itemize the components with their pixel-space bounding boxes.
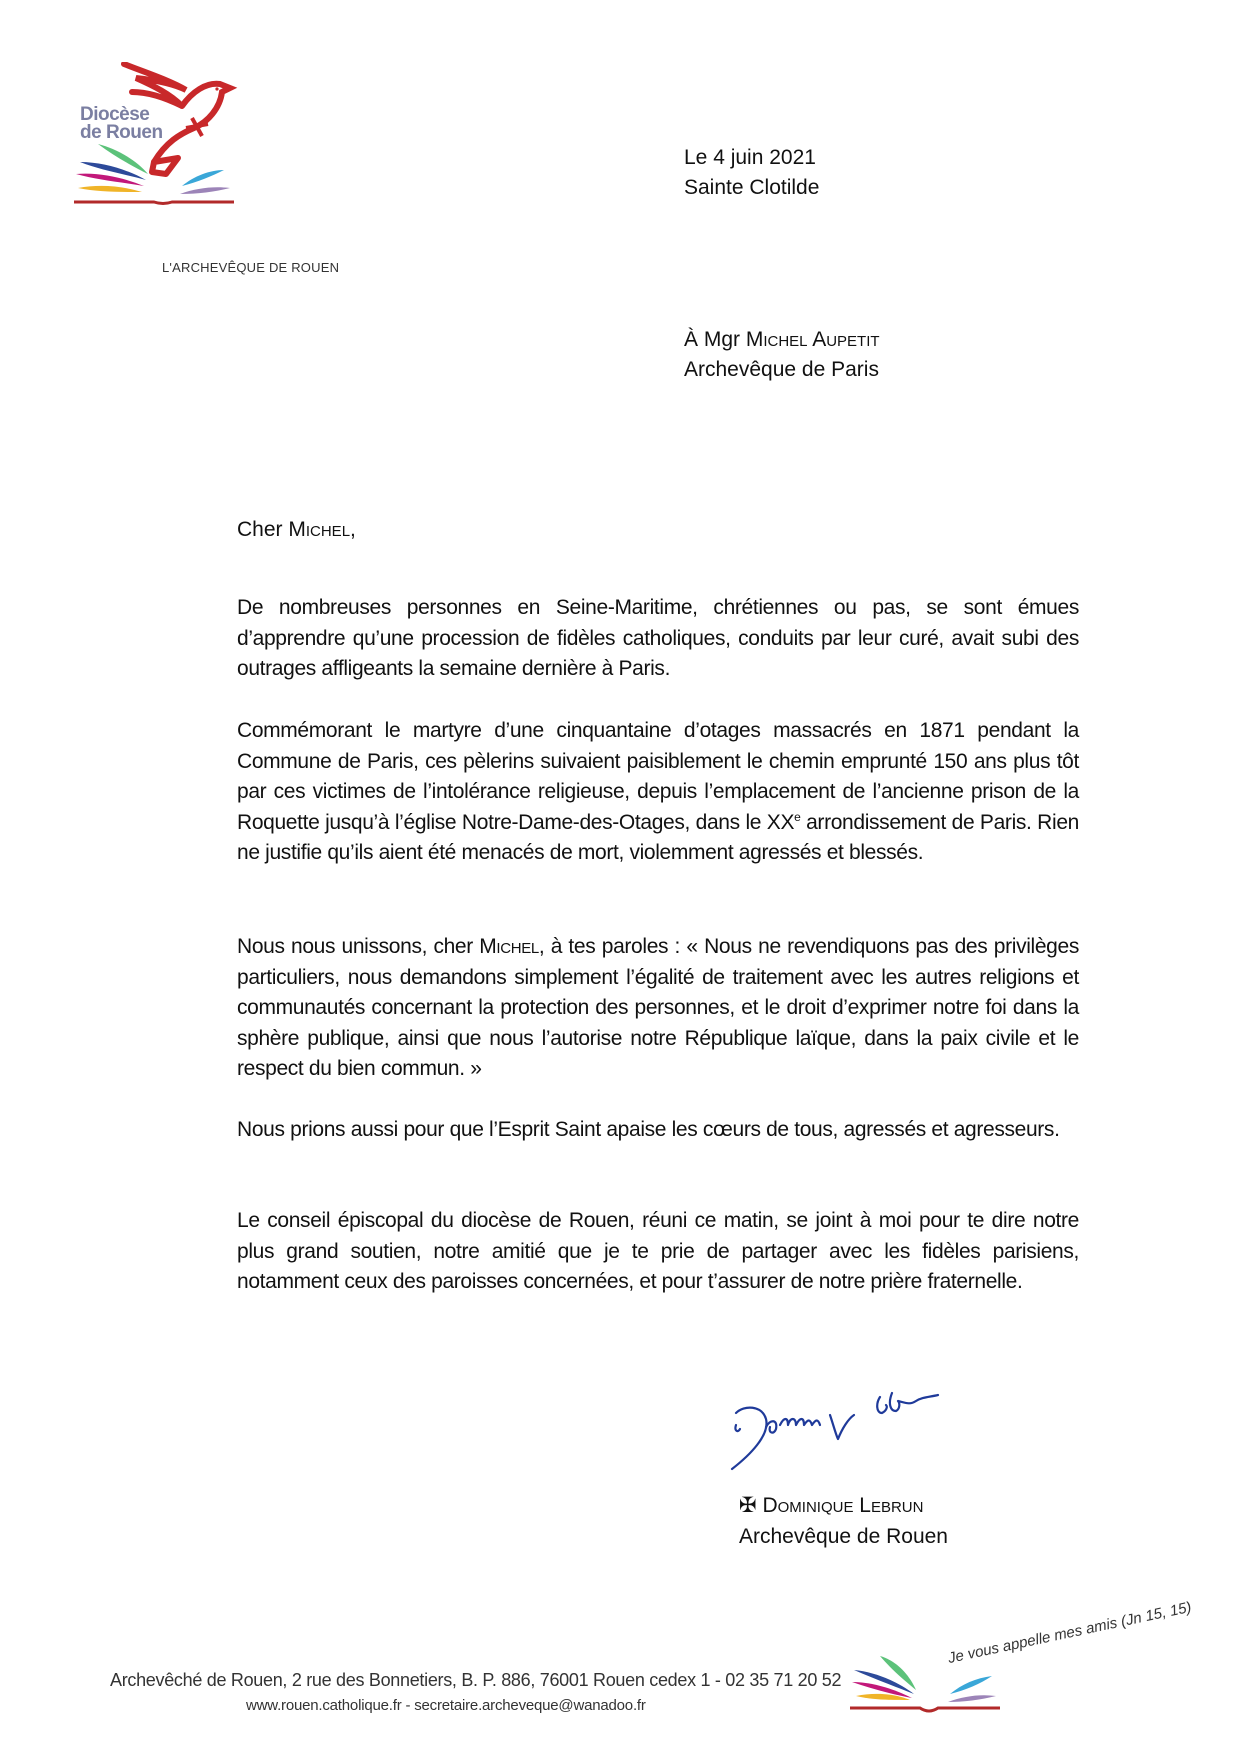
footer-motto: Je vous appelle mes amis (Jn 15, 15) [946, 1598, 1194, 1667]
salutation [237, 518, 356, 542]
handwritten-signature [730, 1375, 960, 1485]
recipient-name-line [684, 325, 880, 355]
salutation-punct: , [350, 518, 356, 541]
diocese-logo [74, 62, 264, 212]
paragraph-5: Le conseil épiscopal du diocèse de Rouen, réuni ce matin, se joint à moi pour te dire notre plus grand soutien, notre amitié que je te prie de partager avec les fidèles parisiens, notamment ceux des paroisses concernées, et pour t’assurer de notre prière fraternelle. [237, 1209, 1079, 1293]
salutation-name: Michel [288, 518, 351, 541]
sender-title: L'ARCHEVÊQUE DE ROUEN [162, 260, 340, 275]
maltese-cross-icon: ✠ [739, 1494, 757, 1517]
paragraph-3-name: Michel [479, 935, 539, 958]
recipient-name: Michel Aupetit [745, 328, 880, 351]
open-book-rays-icon [850, 1620, 1160, 1720]
paragraph-2-text: Commémorant le martyre d’une cinquantaine d’otages massacrés en 1871 pendant la Commune de Paris, ces pèlerins suivaient paisiblement le chemin emprunté 150 ans plus tôt par ces victimes de l’intolérance religieuse, depuis l’emplacement de l’ancienne prison de la Roquette jusqu’à l’église Notre-Dame-des-Otages, dans le [237, 719, 1079, 834]
date-line: Le 4 juin 2021 [684, 146, 816, 169]
signer-block [739, 1490, 948, 1552]
logo-line-1: Diocèse [80, 104, 150, 125]
logo-text [80, 106, 163, 142]
recipient-prefix: À Mgr [684, 328, 746, 351]
paragraph-3-tail: , à tes paroles : « Nous ne revendiquons pas des privilèges particuliers, nous demandons simplement l’égalité de traitement avec les autres religions et communautés concernant la protection des personnes, et le droit d’exprimer notre foi dans la sphère publique, ainsi que nous l’autorise notre République laïque, dans la paix civile et le respect du bien commun. » [237, 935, 1079, 1080]
paragraph-3-text: Nous nous unissons, cher [237, 935, 480, 958]
signer-name-line [739, 1490, 948, 1521]
signer-name: Dominique Lebrun [762, 1494, 924, 1517]
saint-of-day: Sainte Clotilde [684, 176, 820, 199]
paragraph-4: Nous prions aussi pour que l’Esprit Saint apaise les cœurs de tous, agressés et agresseurs. [237, 1118, 1060, 1141]
logo-line-2: de Rouen [80, 122, 163, 143]
footer-web-email: www.rouen.catholique.fr - secretaire.archeveque@wanadoo.fr [246, 1697, 646, 1714]
footer-logo [850, 1598, 1194, 1720]
footer-address: Archevêché de Rouen, 2 rue des Bonnetiers, B. P. 886, 76001 Rouen cedex 1 - 02 35 71 20 52 [110, 1670, 842, 1690]
recipient-title: Archevêque de Paris [684, 358, 879, 381]
ordinal: XX [766, 810, 795, 834]
paragraph-2 [237, 716, 1079, 869]
signature-scribble-icon [730, 1375, 960, 1485]
recipient-block [684, 325, 880, 385]
ordinal-sup: e [794, 809, 801, 824]
paragraph-3 [237, 932, 1079, 1085]
date-block [684, 143, 819, 203]
paragraph-2-tail: arrondissement de Paris. Rien ne justifie qu’ils aient été menacés de mort, violemment agressés et blessés. [237, 810, 1079, 864]
signer-title: Archevêque de Rouen [739, 1525, 948, 1548]
salutation-prefix: Cher [237, 518, 289, 541]
paragraph-1: De nombreuses personnes en Seine-Maritime, chrétiennes ou pas, se sont émues d’apprendre qu’une procession de fidèles catholiques, conduits par leur curé, avait subi des outrages affligeants la semaine dernière à Paris. [237, 596, 1079, 680]
